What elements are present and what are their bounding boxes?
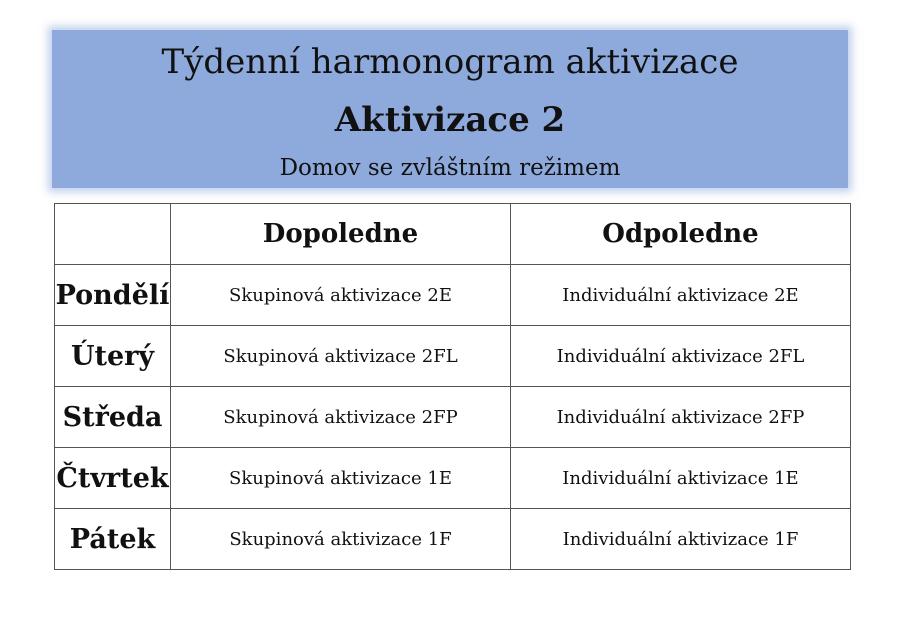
day-label: Úterý (55, 326, 171, 387)
column-header-afternoon: Odpoledne (511, 204, 851, 265)
page-subtitle: Aktivizace 2 (334, 100, 566, 140)
morning-activity: Skupinová aktivizace 2E (171, 265, 511, 326)
corner-cell (55, 204, 171, 265)
afternoon-activity: Individuální aktivizace 1E (511, 448, 851, 509)
afternoon-activity: Individuální aktivizace 2FP (511, 387, 851, 448)
table-row (55, 387, 851, 448)
morning-activity: Skupinová aktivizace 2FP (171, 387, 511, 448)
table-row (55, 326, 851, 387)
morning-activity: Skupinová aktivizace 2FL (171, 326, 511, 387)
morning-activity: Skupinová aktivizace 1E (171, 448, 511, 509)
page-title: Týdenní harmonogram aktivizace (161, 42, 739, 82)
afternoon-activity: Individuální aktivizace 1F (511, 509, 851, 570)
afternoon-activity: Individuální aktivizace 2FL (511, 326, 851, 387)
table-row (55, 448, 851, 509)
morning-activity: Skupinová aktivizace 1F (171, 509, 511, 570)
table-row (55, 509, 851, 570)
table-row (55, 265, 851, 326)
day-label: Pondělí (55, 265, 171, 326)
table-header-row (55, 204, 851, 265)
header-banner (52, 30, 848, 188)
day-label: Pátek (55, 509, 171, 570)
facility-name: Domov se zvláštním režimem (279, 155, 621, 181)
day-label: Čtvrtek (55, 448, 171, 509)
column-header-morning: Dopoledne (171, 204, 511, 265)
day-label: Středa (55, 387, 171, 448)
schedule-table (54, 203, 851, 570)
afternoon-activity: Individuální aktivizace 2E (511, 265, 851, 326)
